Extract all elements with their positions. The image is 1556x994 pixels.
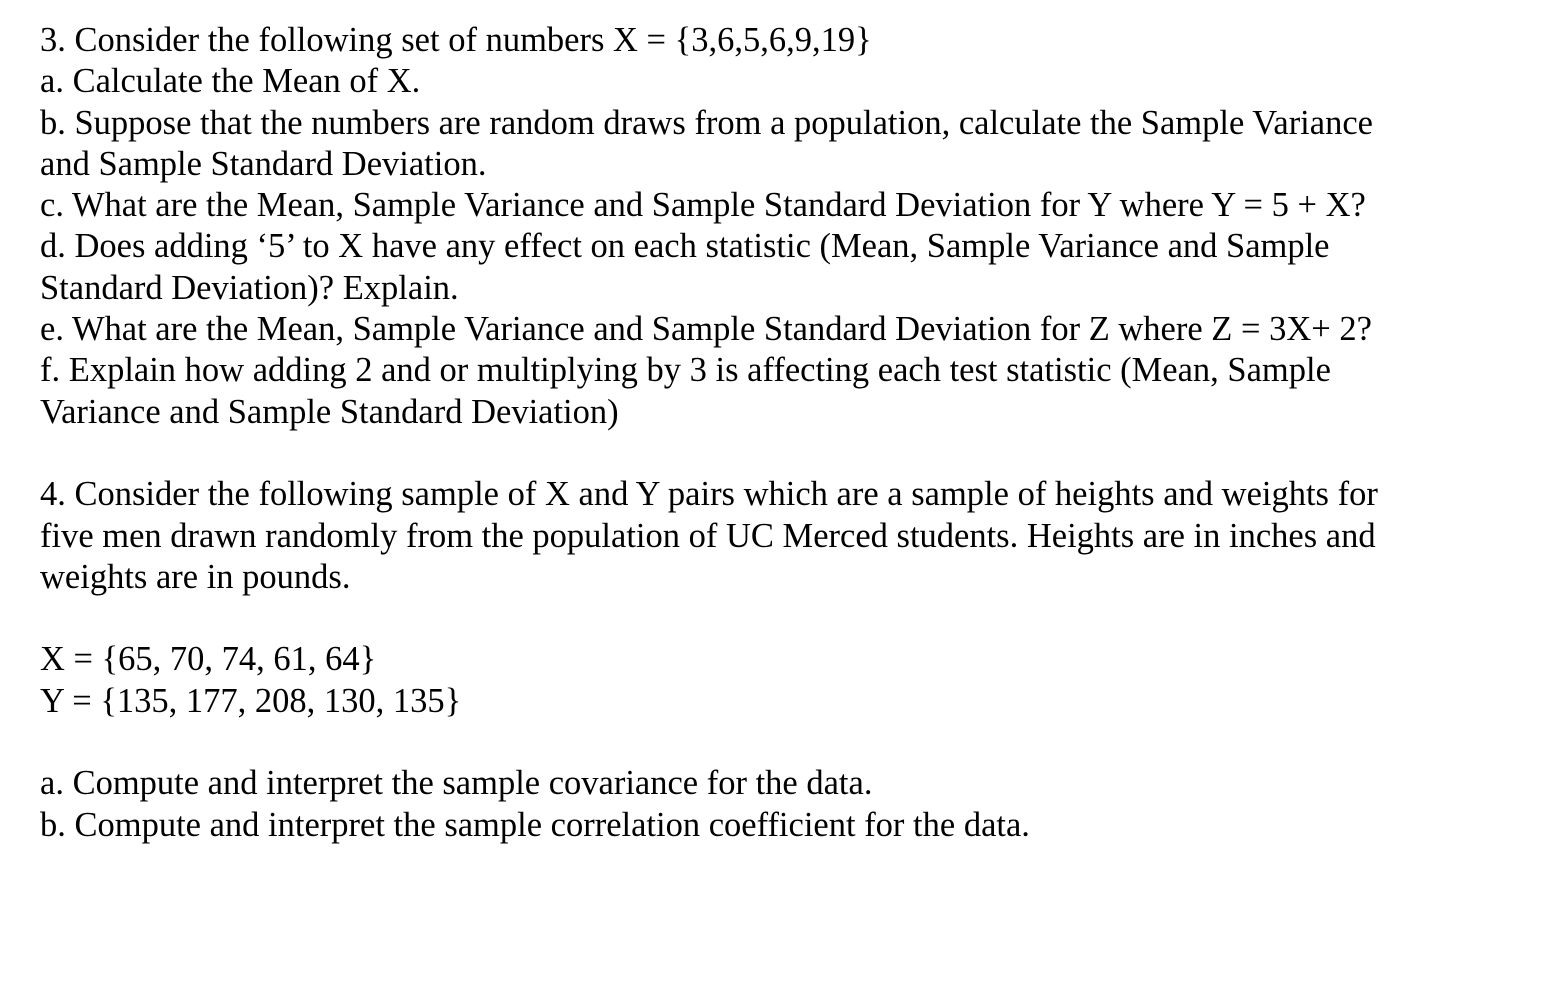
q4-data-y: Y = {135, 177, 208, 130, 135} (40, 681, 462, 720)
q3-part-f-line-1: f. Explain how adding 2 and or multiplying by 3 is affecting each test statistic (Mean, Sample (40, 351, 1331, 390)
q3-part-b-line-1: b. Suppose that the numbers are random draws from a population, calculate the Sample Variance (40, 103, 1373, 142)
question-4 (40, 474, 1540, 846)
q4-data-x: X = {65, 70, 74, 61, 64} (40, 640, 377, 679)
spacer (40, 433, 1540, 474)
q3-part-a: a. Calculate the Mean of X. (40, 62, 421, 101)
question-3 (40, 20, 1540, 433)
q4-intro-line-3: weights are in pounds. (40, 557, 351, 596)
q3-part-d-line-2: Standard Deviation)? Explain. (40, 268, 459, 307)
q3-part-f-line-2: Variance and Sample Standard Deviation) (40, 392, 619, 431)
q4-intro-line-1: 4. Consider the following sample of X and Y pairs which are a sample of heights and weights for (40, 475, 1378, 514)
q4-intro-line-2: five men drawn randomly from the population of UC Merced students. Heights are in inches and (40, 516, 1376, 555)
q3-part-d-line-1: d. Does adding ‘5’ to X have any effect on each statistic (Mean, Sample Variance and Sample (40, 227, 1330, 266)
q3-part-b-line-2: and Sample Standard Deviation. (40, 144, 487, 183)
spacer (40, 722, 1540, 763)
spacer (40, 598, 1540, 639)
q4-part-a: a. Compute and interpret the sample covariance for the data. (40, 764, 873, 803)
q4-part-b: b. Compute and interpret the sample correlation coefficient for the data. (40, 805, 1030, 844)
q3-part-c: c. What are the Mean, Sample Variance and Sample Standard Deviation for Y where Y = 5 + X? (40, 186, 1366, 225)
q3-title: 3. Consider the following set of numbers X = {3,6,5,6,9,19} (40, 21, 872, 59)
q3-part-e: e. What are the Mean, Sample Variance and Sample Standard Deviation for Z where Z = 3X+ 2? (40, 310, 1372, 349)
document-body (40, 20, 1540, 846)
